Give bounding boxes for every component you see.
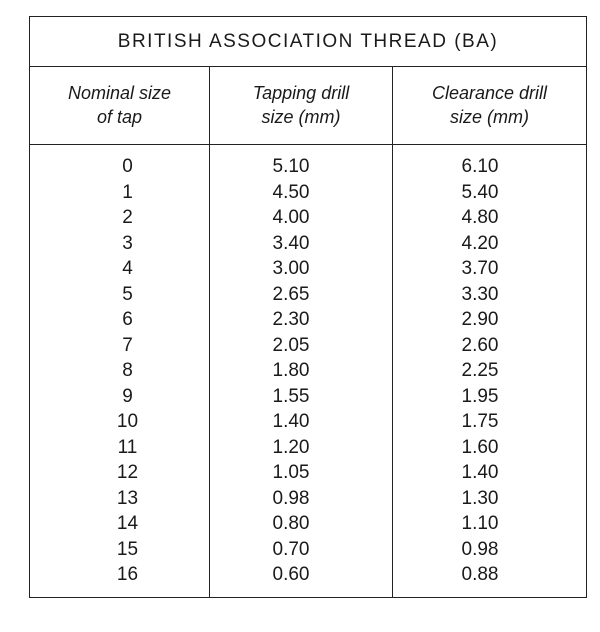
cell-clearance-drill: 5.40 [461, 181, 499, 203]
table-row [30, 180, 586, 206]
cell-tapping-drill: 1.55 [272, 385, 310, 407]
table-row [30, 358, 586, 384]
cell-clearance-drill: 1.40 [461, 462, 499, 483]
cell-tapping-drill: 1.80 [272, 360, 310, 381]
table-body [30, 154, 586, 588]
cell-clearance-drill: 0.98 [461, 538, 499, 560]
cell-clearance-drill: 1.60 [461, 436, 499, 458]
table-row [30, 409, 586, 435]
table-row [30, 384, 586, 410]
cell-clearance-drill: 1.30 [461, 487, 499, 509]
table-row [30, 307, 586, 333]
header-clearance-drill: Clearance drill size (mm) [431, 83, 548, 127]
cell-nominal-size: 6 [122, 309, 133, 330]
cell-nominal-size: 14 [116, 513, 139, 534]
cell-clearance-drill: 1.10 [461, 513, 499, 534]
cell-clearance-drill: 3.70 [461, 258, 499, 279]
table-header-row [30, 66, 586, 145]
cell-clearance-drill: 6.10 [461, 156, 499, 177]
table-row [30, 511, 586, 537]
table-row [30, 537, 586, 563]
cell-nominal-size: 4 [122, 258, 133, 279]
table-row [30, 460, 586, 486]
cell-tapping-drill: 3.00 [272, 258, 310, 279]
cell-nominal-size: 5 [122, 283, 133, 305]
cell-clearance-drill: 3.30 [461, 283, 499, 305]
cell-nominal-size: 15 [116, 538, 139, 560]
cell-tapping-drill: 1.05 [272, 462, 310, 483]
cell-clearance-drill: 0.88 [461, 564, 499, 585]
cell-tapping-drill: 2.05 [272, 334, 310, 356]
cell-nominal-size: 0 [122, 156, 133, 177]
cell-clearance-drill: 4.80 [461, 207, 499, 228]
cell-tapping-drill: 0.98 [272, 487, 310, 509]
cell-clearance-drill: 1.75 [461, 411, 499, 432]
cell-nominal-size: 8 [122, 360, 133, 381]
cell-tapping-drill: 4.50 [272, 181, 310, 203]
cell-tapping-drill: 0.70 [272, 538, 310, 560]
cell-nominal-size: 9 [122, 385, 133, 407]
table-row [30, 333, 586, 359]
cell-clearance-drill: 2.25 [461, 360, 499, 381]
cell-clearance-drill: 1.95 [461, 385, 499, 407]
cell-tapping-drill: 2.65 [272, 283, 310, 305]
table-row [30, 282, 586, 308]
table-row [30, 205, 586, 231]
ba-thread-table [29, 16, 587, 598]
cell-tapping-drill: 4.00 [272, 207, 310, 228]
cell-nominal-size: 11 [117, 436, 138, 458]
cell-nominal-size: 13 [116, 487, 139, 509]
cell-nominal-size: 10 [116, 411, 139, 432]
cell-clearance-drill: 4.20 [461, 232, 499, 254]
table-row [30, 486, 586, 512]
table-row [30, 435, 586, 461]
header-nominal-size: Nominal size of tap [67, 83, 172, 127]
header-tapping-drill: Tapping drill size (mm) [252, 83, 350, 127]
cell-tapping-drill: 1.20 [272, 436, 310, 458]
cell-clearance-drill: 2.60 [461, 334, 499, 356]
cell-nominal-size: 1 [122, 181, 133, 203]
cell-nominal-size: 12 [116, 462, 139, 483]
table-row [30, 154, 586, 180]
cell-tapping-drill: 1.40 [272, 411, 310, 432]
cell-tapping-drill: 2.30 [272, 309, 310, 330]
cell-clearance-drill: 2.90 [461, 309, 499, 330]
cell-nominal-size: 7 [122, 334, 133, 356]
table-row [30, 256, 586, 282]
cell-tapping-drill: 0.80 [272, 513, 310, 534]
table-row [30, 231, 586, 257]
cell-tapping-drill: 0.60 [272, 564, 310, 585]
table-title: BRITISH ASSOCIATION THREAD (BA) [30, 17, 586, 67]
cell-nominal-size: 16 [116, 564, 139, 585]
cell-nominal-size: 3 [122, 232, 133, 254]
cell-nominal-size: 2 [122, 207, 133, 228]
cell-tapping-drill: 3.40 [272, 232, 310, 254]
cell-tapping-drill: 5.10 [272, 156, 310, 177]
table-row [30, 562, 586, 588]
